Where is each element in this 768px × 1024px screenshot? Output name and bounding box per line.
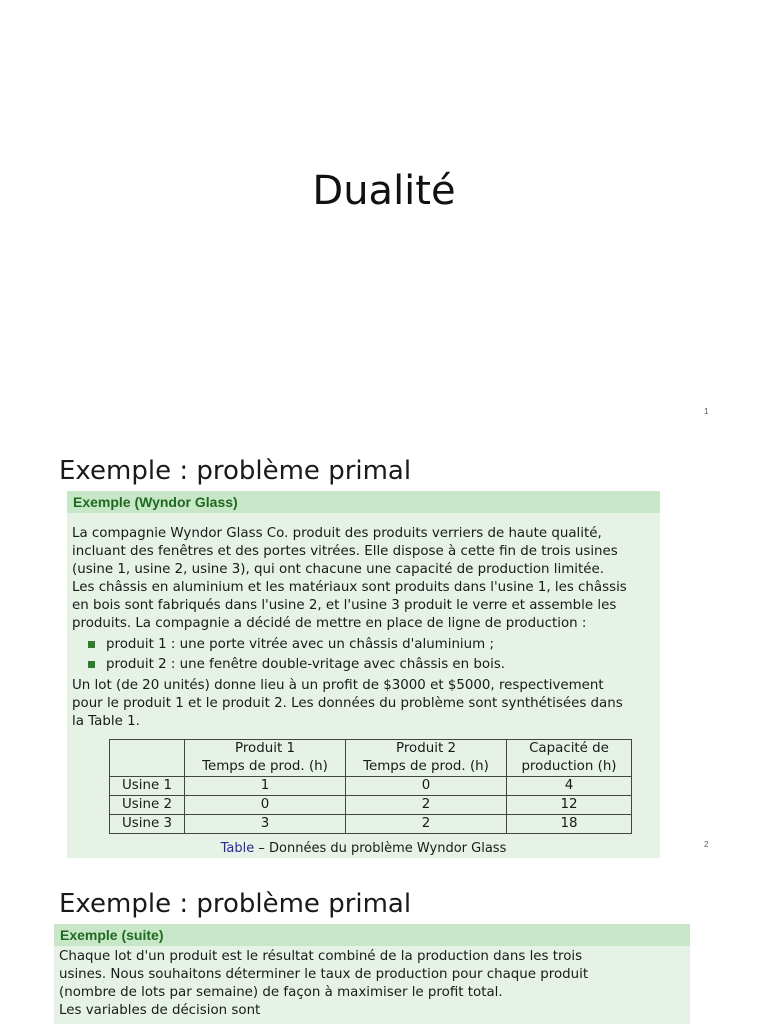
slide-title: Dualité xyxy=(312,168,456,214)
list-item xyxy=(86,656,655,674)
table-cell: 0 xyxy=(346,777,507,796)
text-line: Les châssis en aluminium et les matériaux sont produits dans l'usine 1, les châssis xyxy=(72,580,627,595)
table-row xyxy=(110,777,632,796)
text-line: usines. Nous souhaitons déterminer le taux de production pour chaque produit xyxy=(59,967,589,982)
text-line: Les variables de décision sont xyxy=(59,1003,261,1018)
text-line: La compagnie Wyndor Glass Co. produit des produits verriers de haute qualité, xyxy=(72,526,602,541)
bullet-square-icon xyxy=(88,641,95,648)
data-table xyxy=(109,739,632,834)
table-cell: Usine 2 xyxy=(110,796,185,815)
list-item xyxy=(86,636,655,654)
text-line: la Table 1. xyxy=(72,714,140,729)
bullet-square-icon xyxy=(88,661,95,668)
block-title: Exemple (suite) xyxy=(54,924,690,946)
paragraph-intro xyxy=(72,525,655,633)
bullet-text: produit 1 : une porte vitrée avec un châssis d'aluminium ; xyxy=(106,637,494,652)
table-cell: 3 xyxy=(185,815,346,834)
table-header-row xyxy=(110,758,632,777)
slide-heading-primal-2: Exemple : problème primal xyxy=(59,889,412,919)
table-header-cell: Produit 2 xyxy=(346,740,507,759)
table-caption xyxy=(72,840,655,858)
table-cell: 0 xyxy=(185,796,346,815)
block-title: Exemple (Wyndor Glass) xyxy=(67,491,660,513)
table-cell: 12 xyxy=(507,796,632,815)
text-line: pour le produit 1 et le produit 2. Les données du problème sont synthétisées dans xyxy=(72,696,623,711)
text-line: en bois sont fabriqués dans l'usine 2, et l'usine 3 produit le verre et assemble les xyxy=(72,598,617,613)
slide-heading-primal: Exemple : problème primal xyxy=(59,456,412,486)
table-cell: 18 xyxy=(507,815,632,834)
text-line: incluant des fenêtres et des portes vitrées. Elle dispose à cette fin de trois usines xyxy=(72,544,618,559)
text-line: Un lot (de 20 unités) donne lieu à un profit de $3000 et $5000, respectivement xyxy=(72,678,604,693)
table-header-cell: Produit 1 xyxy=(185,740,346,759)
caption-label: Table xyxy=(220,841,255,856)
page-number-1: 1 xyxy=(704,407,709,416)
table-cell: Usine 3 xyxy=(110,815,185,834)
block-body xyxy=(67,513,660,858)
table-row xyxy=(110,796,632,815)
table-row xyxy=(110,815,632,834)
table-cell: 2 xyxy=(346,815,507,834)
table-cell: 1 xyxy=(185,777,346,796)
table-header-cell xyxy=(110,740,185,777)
table-cell: 2 xyxy=(346,796,507,815)
text-line: (nombre de lots par semaine) de façon à maximiser le profit total. xyxy=(59,985,503,1000)
table-cell: 4 xyxy=(507,777,632,796)
bullet-text: produit 2 : une fenêtre double-vritage avec châssis en bois. xyxy=(106,657,506,672)
table-header-cell: Temps de prod. (h) xyxy=(185,758,346,777)
product-list xyxy=(86,636,655,674)
example-block-suite xyxy=(54,924,690,1024)
table-header-cell: production (h) xyxy=(507,758,632,777)
table-header-row xyxy=(110,740,632,759)
block-body xyxy=(54,946,690,1020)
page-number-2: 2 xyxy=(704,840,709,849)
paragraph-profit xyxy=(72,677,655,731)
caption-text: – Données du problème Wyndor Glass xyxy=(254,841,507,856)
table-header-cell: Capacité de xyxy=(507,740,632,759)
table-cell: Usine 1 xyxy=(110,777,185,796)
text-line: (usine 1, usine 2, usine 3), qui ont chacune une capacité de production limitée. xyxy=(72,562,604,577)
text-line: Chaque lot d'un produit est le résultat combiné de la production dans les trois xyxy=(59,949,583,964)
table-header-cell: Temps de prod. (h) xyxy=(346,758,507,777)
text-line: produits. La compagnie a décidé de mettre en place de ligne de production : xyxy=(72,616,587,631)
example-block-wyndor xyxy=(67,491,660,858)
